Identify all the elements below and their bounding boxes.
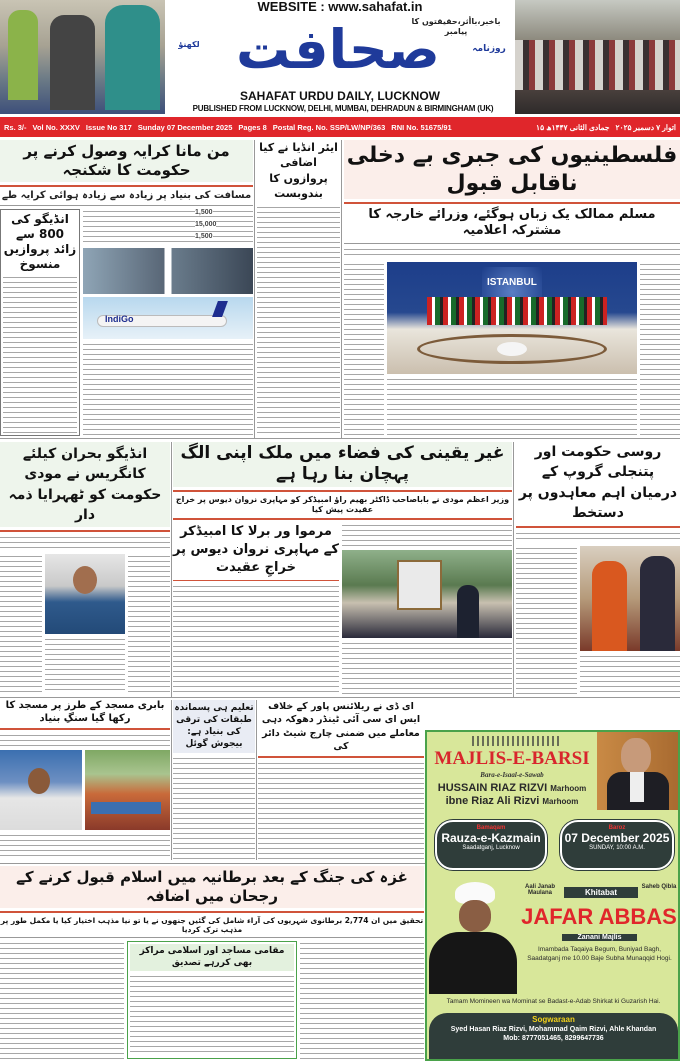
maulana-portrait [429, 882, 517, 994]
education-story [173, 700, 255, 860]
right-title: Saheb Qibla [641, 884, 677, 890]
identity-subhead: وزیر اعظم مودی نے باباصاحب ڈاکٹر بھیم راؤ امبیڈکر کو مہاپری نروان دیوس پر خراج عقیدت پیش کیا [175, 494, 510, 514]
urdu-date: اتوار ۷ دسمبر ۲۰۲۵ [615, 122, 676, 132]
article-body-text [3, 275, 77, 433]
speaker-name: JAFAR ABBAS [521, 904, 677, 929]
ambedkar-headline[interactable]: مرموا ور برلا کا امبیڈکر کے مہاپری نروان دیوس پر خراجِ عقیدت [173, 523, 339, 575]
inset-box [127, 941, 297, 1059]
ad-subtitle: Bara-e-Isaal-e-Sawab [480, 771, 544, 779]
deceased-portrait [597, 732, 680, 810]
article-body-text [45, 637, 125, 694]
lead-story [344, 140, 680, 436]
contact-mobile[interactable]: Mob: 8777051465, 8299647736 [503, 1035, 604, 1042]
english-name: SAHAFAT URDU DAILY, LUCKNOW [240, 89, 440, 103]
date-label: Baroz [608, 825, 626, 831]
family-names: Syed Hasan Riaz Rizvi, Mohammad Qaim Rizvi, Ahle Khandan [450, 1026, 657, 1033]
indigo-cancel-headline[interactable]: انڈیگو کی 800 سے زائد پروازیں منسوخ [3, 212, 77, 271]
ed-reliance-headline[interactable]: ای ڈی نے ریلائنس پاور کے خلاف ایس ای سی آئی ٹینڈر دھوکہ دہی معاملے میں ضمنی چارج شیٹ دائر کی [261, 701, 421, 752]
info-bar [0, 117, 680, 137]
hijri-date: ۱۵ جمادی الثانی ۱۴۴۷ھ [536, 122, 610, 132]
appeal-text: Tamam Momineen wa Mominat se Badast-e-Adab Shirkat ki Guzarish Hai. [427, 998, 680, 1005]
roznama-label: روزنامہ [472, 44, 506, 54]
majlis-advertisement [425, 730, 680, 1061]
gaza-islam-headline[interactable]: غزہ کی جنگ کے بعد برطانیہ میں اسلام قبول کرنے کے رجحان میں اضافہ [0, 866, 424, 908]
article-body-text [0, 833, 170, 860]
zanani-majlis-label: Zanani Majlis [562, 934, 637, 941]
patanjali-signing-photo [580, 546, 680, 651]
article-body-text [83, 209, 253, 245]
venue-label: Bamaqam [476, 825, 506, 831]
congress-leader-photo [45, 554, 125, 634]
identity-story [173, 442, 512, 694]
speaker-photo [0, 750, 82, 830]
date: Sunday 07 December 2025 [137, 122, 233, 132]
air-india-headline[interactable]: ایئر انڈیا نے کیا اضافی پروازوں کا بندوبست [259, 141, 338, 201]
congress-story [0, 442, 170, 694]
russia-story [516, 442, 680, 694]
protest-photo-left [0, 0, 165, 114]
article-body-text [387, 377, 637, 437]
khitabat-label: Khitabat [564, 887, 638, 898]
article-body-text [344, 247, 680, 259]
pages: Pages 8 [238, 122, 267, 132]
babri-headline[interactable]: بابری مسجد کے طرز پر مسجد کا رکھا گیا سنگِ بنیاد [5, 700, 165, 724]
gaza-islam-subhead: تحقیق میں ان 2,774 برطانوی شہریوں کی آراء شامل کی گئیں جنھوں نے یا تو نیا مذہب اختیار کیا یا مکمل طور پر مذہب ترک کردیا [0, 915, 424, 934]
marhoom-label: Marhoom [550, 784, 587, 793]
calligraphy-header [472, 736, 562, 746]
babri-story [0, 700, 170, 860]
photo-caption: ISTANBUL [487, 276, 537, 288]
name-line1: HUSSAIN RIAZ RIZVI [437, 782, 548, 794]
fare-figure: 15,000 [195, 221, 217, 228]
venue-name: Rauza-e-Kazmain [441, 831, 541, 845]
article-body-text [258, 761, 424, 860]
website-url[interactable]: WEBSITE : www.sahafat.in [257, 0, 423, 14]
article-body-text [516, 546, 577, 694]
ed-reliance-story [258, 700, 424, 860]
ambedkar-tribute-photo [342, 550, 512, 638]
venue-sub: Saadatganj, Lucknow [462, 845, 520, 851]
article-body-text [580, 654, 680, 694]
article-body-text [516, 531, 680, 543]
article-body-text [300, 941, 424, 1059]
majlis-date: 07 December 2025 [564, 831, 670, 845]
fares-story [0, 140, 253, 436]
article-body-text [0, 535, 170, 551]
lead-headline[interactable]: فلسطینیوں کی جبری بے دخلی ناقابل قبول [344, 140, 680, 199]
istanbul-meeting-photo [387, 262, 637, 374]
identity-headline[interactable]: غیر یقینی کی فضاء میں ملک اپنی الگ پہچان بنا رہا ہے [173, 442, 512, 487]
article-body-text [640, 262, 680, 437]
lead-subhead: مسلم ممالک یک زباں ہوگئے، وزرائے خارجہ کا مشترکہ اعلامیہ [368, 207, 656, 239]
article-body-text [0, 554, 42, 694]
date-badge [560, 820, 674, 870]
postal-reg: Postal Reg. No. SSP/LW/NP/363 [272, 122, 386, 132]
air-india-story [257, 140, 340, 436]
article-body-text [342, 523, 512, 547]
education-headline[interactable]: تعلیم ہی پسماندہ طبقات کی ترقی کی بنیاد ہے: بیجوش گوئل [173, 700, 255, 753]
inset-headline[interactable]: مقامی مساجد اور اسلامی مراکز بھی کررہے تصدیق [130, 944, 294, 971]
zanani-detail: Imambada Taqaiya Begum, Buniyad Bagh, Saadatganj me 10.00 Baje Subha Munaqqid Hogi. [527, 946, 672, 962]
indigo-plane-photo [83, 297, 253, 339]
city-label: لکھنؤ [178, 40, 200, 49]
article-body-text [257, 205, 340, 436]
fares-subhead: مسافت کی بنیاد پر زیادہ سے زیادہ ہوائی کرایہ طے [1, 189, 252, 201]
published-from: PUBLISHED FROM LUCKNOW, DELHI, MUMBAI, DEHRADUN & BIRMINGHAM (UK) [192, 104, 494, 113]
rni: RNI No. 51675/91 [391, 122, 452, 132]
majlis-time: SUNDAY, 10:00 A.M. [589, 845, 645, 851]
sogwaraan-label: Sogwaraan [532, 1015, 575, 1024]
article-body-text [128, 554, 170, 694]
indigo-cancel-box [0, 209, 80, 436]
mosque-model-photo [85, 750, 170, 830]
marhoom-label: Marhoom [542, 797, 579, 807]
volume: Vol No. XXXV [32, 122, 80, 132]
venue-badge [435, 820, 547, 870]
ad-title: MAJLIS-E-BARSI [434, 748, 590, 769]
left-title: Aali Janab Maulana [524, 884, 555, 896]
fare-figure: 1,500 [195, 233, 213, 240]
price: Rs. 3/- [4, 122, 27, 132]
article-body-text [130, 974, 294, 1056]
airport-crowd-photo [83, 248, 253, 294]
fare-figure: 1,500 [195, 209, 213, 216]
sogwaraan-box [429, 1013, 678, 1059]
issue: Issue No 317 [85, 122, 132, 132]
fares-headline[interactable]: من مانا کرایہ وصول کرنے پر حکومت کا شکنجہ [0, 140, 253, 182]
indigo-label: IndiGo [105, 314, 134, 324]
article-body-text [0, 733, 170, 747]
article-body-text [344, 262, 384, 437]
deceased-name [427, 782, 597, 808]
russia-headline[interactable]: روسی حکومت اور پتنجلی گروپ کے درمیان اہم معاہدوں پر دستخط [518, 444, 678, 521]
article-body-text [173, 584, 339, 694]
article-body-text [342, 641, 512, 695]
logo: صحافت [236, 18, 440, 81]
congress-headline[interactable]: انڈیگو بحران کیلئے کانگریس نے مودی حکومت کو ٹھہرایا ذمہ دار [0, 442, 170, 527]
article-body-text [0, 941, 124, 1059]
name-line2: ibne Riaz Ali Rizvi [445, 795, 540, 808]
tagline: باخبر،باأثر،حقیقتوں کا پیامبر [411, 17, 501, 36]
protest-photo-right [515, 0, 680, 114]
article-body-text [173, 756, 255, 860]
gaza-islam-story [0, 866, 424, 1059]
article-body-text [83, 342, 253, 436]
